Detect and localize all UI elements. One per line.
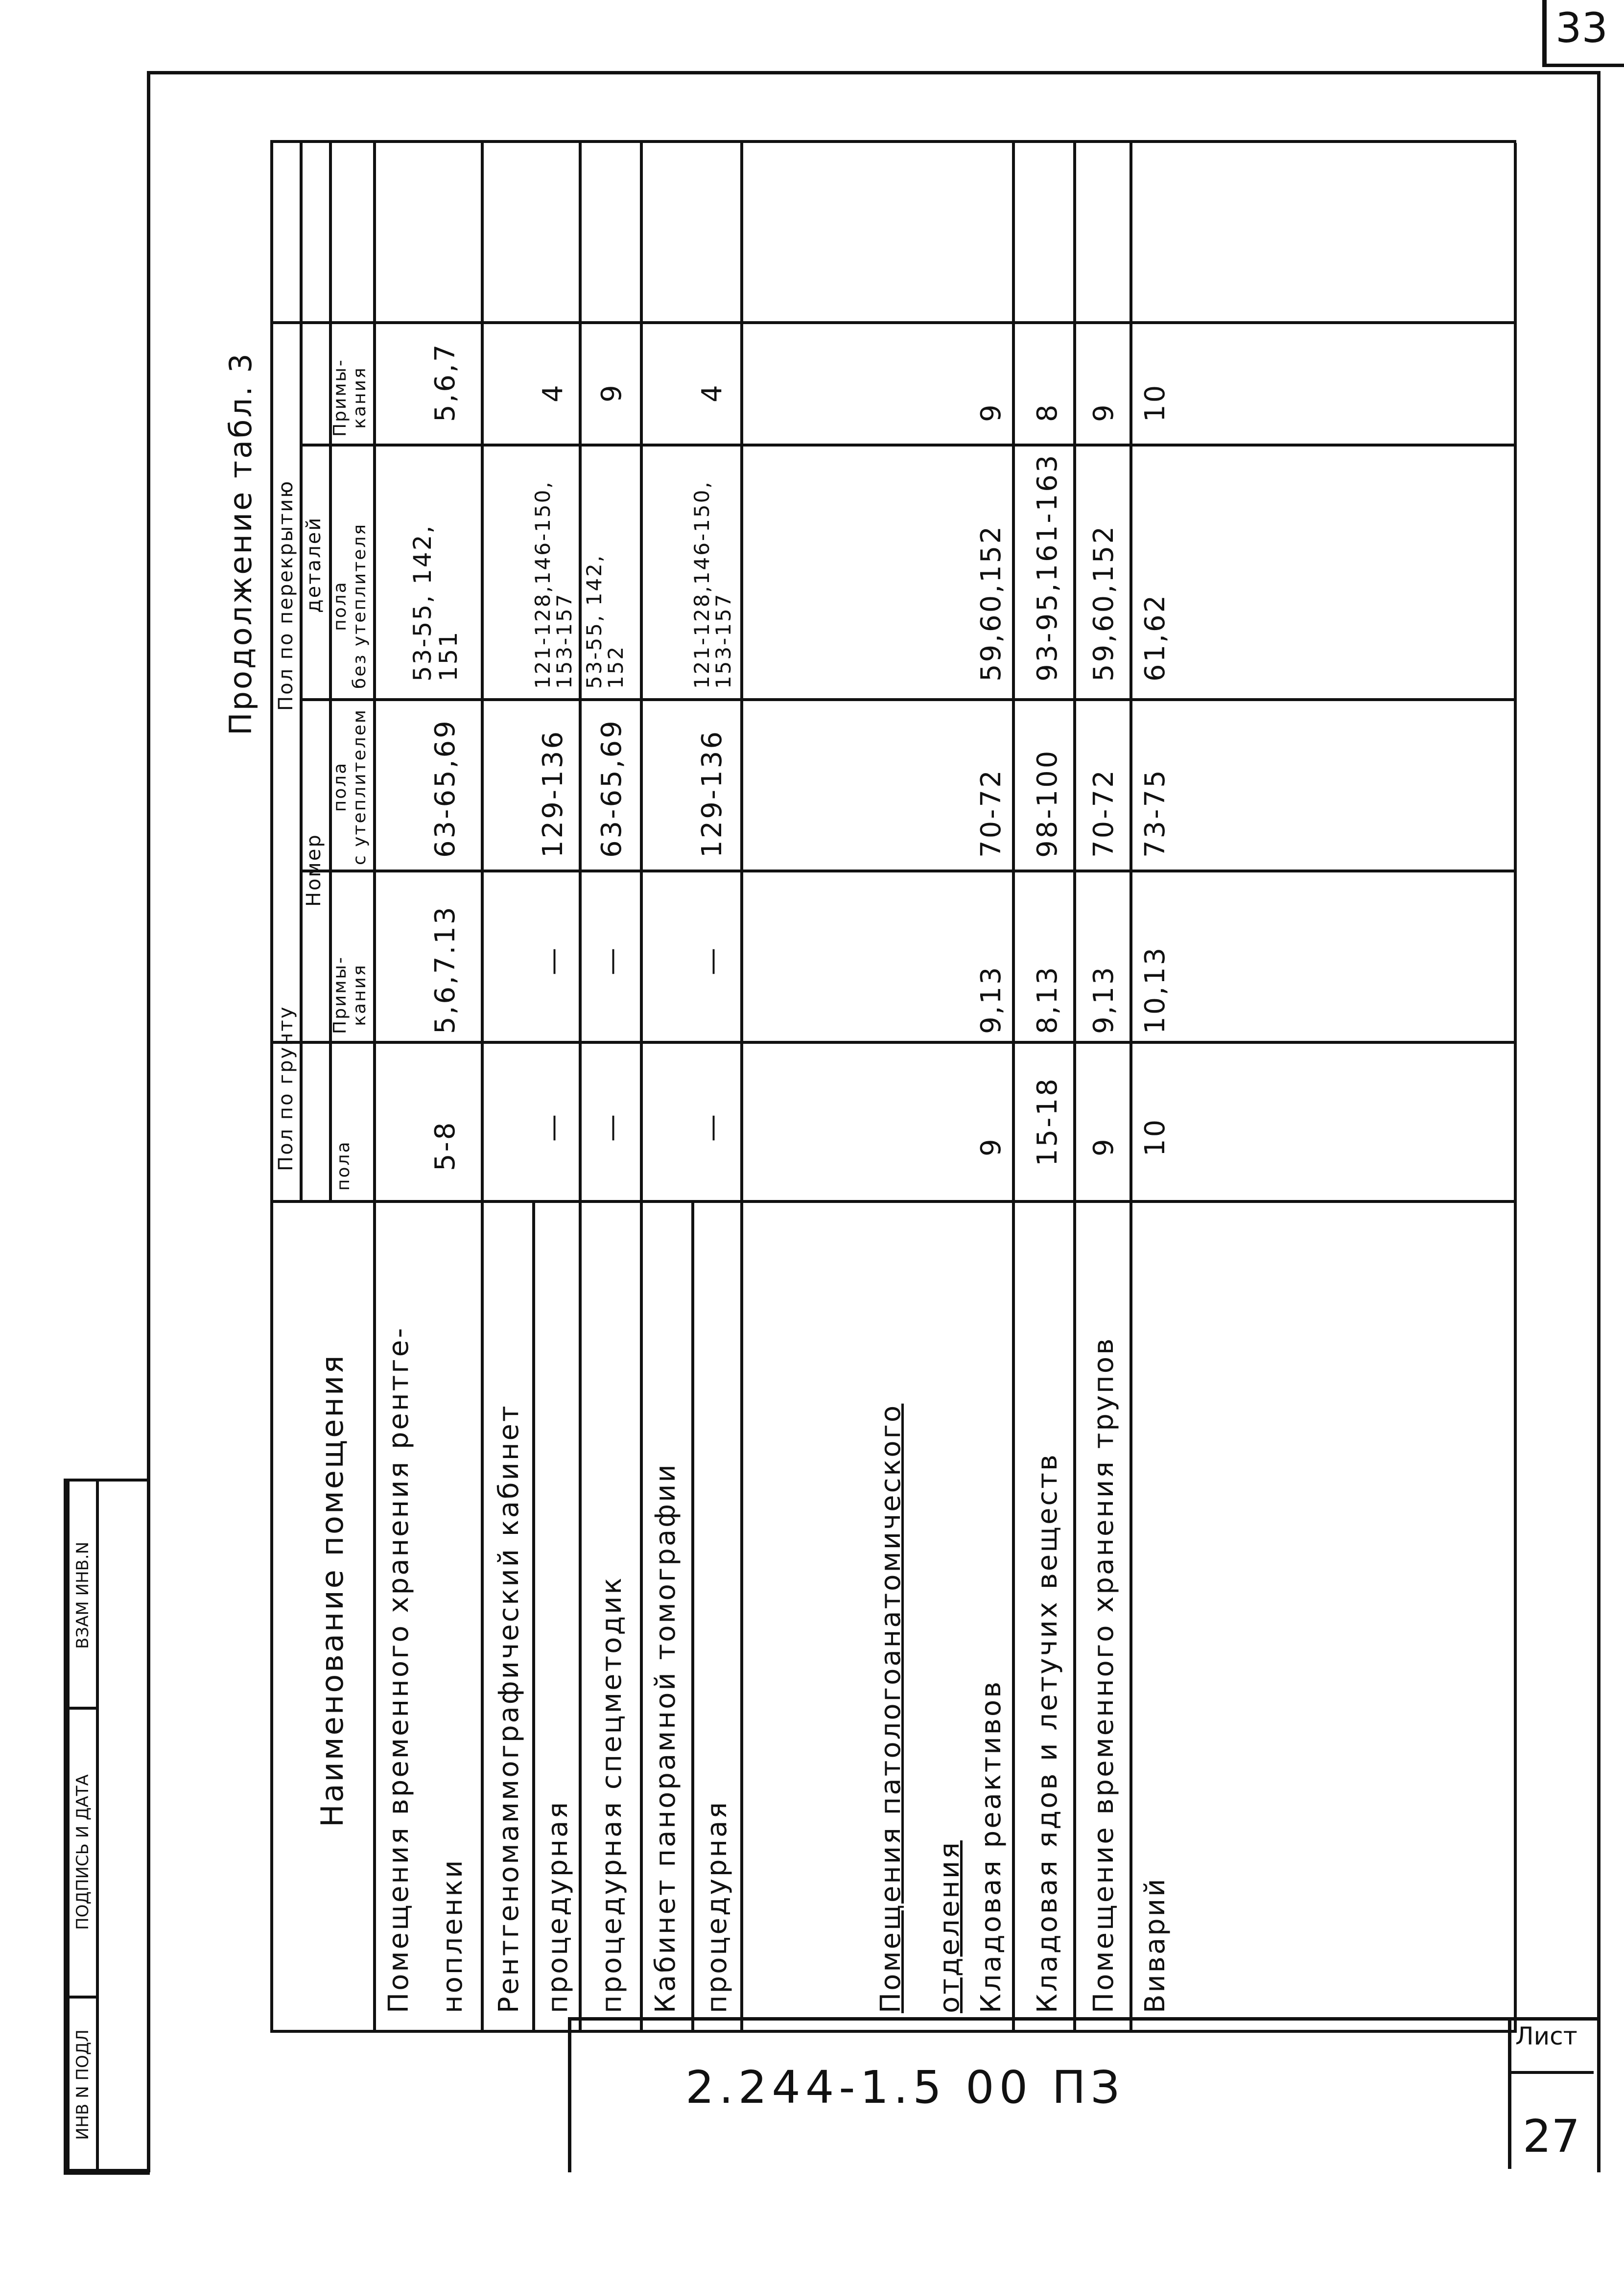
row-2-notes1: —	[537, 946, 569, 975]
sheet-label: Лист	[1515, 2022, 1577, 2050]
row-8-noinsul: 93-95,161-163	[1032, 453, 1063, 682]
row-2-name: процедурная	[542, 1800, 574, 2013]
row-9-notes2: 9	[1088, 402, 1120, 422]
header-number: Номер	[303, 833, 325, 907]
row-sep	[740, 143, 743, 2033]
row-1-name: Рентгеномаммографический кабинет	[493, 1404, 525, 2013]
rotated-table	[219, 74, 1590, 2033]
row-7-notes2: 9	[975, 402, 1007, 422]
row-7-insul: 70-72	[975, 768, 1007, 858]
row-sep	[532, 1203, 535, 2033]
row-3-name: процедурная спецметодик	[596, 1576, 628, 2013]
header-overlap: Пол по перекрытию	[275, 479, 297, 711]
continuation-title: Продолжение табл. 3	[223, 352, 259, 735]
row-0-floor: 5-8	[429, 1120, 461, 1171]
header-notes1: Примы- кания	[330, 956, 370, 1034]
row-9-insul: 70-72	[1088, 768, 1120, 858]
header-floor-noinsul: пола без утеплителя	[330, 522, 370, 689]
row-8-insul: 98-100	[1032, 749, 1063, 858]
row-7-noinsul: 59,60,152	[975, 524, 1007, 682]
hdr-line-1	[300, 143, 303, 1203]
row-10-notes1: 10,13	[1139, 945, 1171, 1034]
col-sep-floor	[270, 1041, 1516, 1044]
header-ground: Пол по грунту	[275, 1005, 297, 1171]
table-stage	[150, 74, 1597, 2172]
row-8-notes1: 8,13	[1032, 965, 1063, 1034]
row-5-notes1: —	[696, 946, 728, 975]
row-10-noinsul: 61,62	[1139, 593, 1171, 682]
left-margin-stamp	[64, 1479, 150, 2175]
row-5-notes2: 4	[696, 383, 728, 402]
row-3-notes1: —	[596, 946, 628, 975]
row-8-floor: 15-18	[1032, 1077, 1063, 1166]
row-10-notes2: 10	[1139, 383, 1171, 422]
row-sep	[579, 143, 582, 2033]
stamp-signature-date: ПОДПИСЬ И ДАТА	[73, 1774, 93, 1930]
row-6-name2: отделения	[934, 1840, 965, 2013]
row-9-name: Помещение временного хранения трупов	[1088, 1337, 1120, 2013]
row-0-insul: 63-65,69	[429, 719, 461, 858]
row-9-notes1: 9,13	[1088, 965, 1120, 1034]
row-7-name: Кладовая реактивов	[975, 1679, 1007, 2013]
row-6-name: Помещения патологоанатомического	[875, 1403, 907, 2013]
corner-page-number	[1542, 0, 1624, 67]
header-floor-insul: пола с утеплителем	[330, 708, 370, 865]
row-2-notes2: 4	[537, 383, 569, 402]
header-floor: пола	[333, 1140, 353, 1191]
row-4-name: Кабинет панорамной томографии	[650, 1462, 682, 2013]
document-code: 2.244-1.5 00 ПЗ	[685, 2061, 1125, 2114]
row-sep	[691, 1203, 694, 2033]
row-8-notes2: 8	[1032, 402, 1063, 422]
row-sep	[1130, 143, 1132, 2033]
corner-page-number-text: 33	[1555, 4, 1608, 52]
row-9-noinsul: 59,60,152	[1088, 524, 1120, 682]
row-2-noinsul: 121-128,146-150, 153-157	[531, 480, 577, 689]
row-10-insul: 73-75	[1139, 768, 1171, 858]
sheet-number: 27	[1523, 2110, 1580, 2163]
sheet-box-divider	[1508, 2071, 1594, 2074]
col-sep-notes2	[270, 321, 1516, 324]
row-5-insul: 129-136	[696, 729, 728, 858]
table-bottom-line	[1514, 143, 1517, 2033]
row-sep	[640, 143, 643, 2033]
header-room-name: Наименование помещения	[314, 1353, 350, 1827]
header-details: деталей	[303, 516, 325, 613]
name-column-separator	[270, 1200, 1516, 1203]
row-9-floor: 9	[1088, 1137, 1120, 1156]
row-5-floor: —	[696, 1112, 728, 1142]
row-7-floor: 9	[975, 1137, 1007, 1156]
row-5-noinsul: 121-128,146-150, 153-157	[690, 480, 736, 689]
stamp-vzam-inv: ВЗАМ ИНВ.N	[73, 1541, 93, 1649]
row-2-floor: —	[537, 1112, 569, 1142]
row-8-name: Кладовая ядов и летучих веществ	[1032, 1453, 1063, 2013]
row-sep	[1073, 143, 1076, 2033]
row-sep	[1012, 143, 1015, 2033]
row-0-name: Помещения временного хранения рентге-	[383, 1326, 415, 2013]
table-top-line	[270, 143, 273, 2033]
table-right-line	[270, 140, 1516, 143]
row-0-name2: нопленки	[437, 1858, 469, 2013]
row-5-name: процедурная	[701, 1800, 733, 2013]
stamp-inv-podl: ИНВ N ПОДЛ	[73, 2029, 93, 2141]
row-3-noinsul: 53-55, 142, 152	[582, 554, 628, 689]
hdr-bottom-line	[373, 143, 376, 2033]
row-10-name: Виварий	[1139, 1877, 1171, 2013]
row-0-notes2: 5,6,7	[429, 342, 461, 422]
row-3-floor: —	[596, 1112, 628, 1142]
row-2-insul: 129-136	[537, 729, 569, 858]
row-7-notes1: 9,13	[975, 965, 1007, 1034]
row-0-noinsul: 53-55, 142, 151	[408, 524, 463, 682]
row-10-floor: 10	[1139, 1117, 1171, 1156]
row-3-insul: 63-65,69	[596, 719, 628, 858]
row-3-notes2: 9	[596, 383, 628, 402]
row-sep	[481, 143, 484, 2033]
header-notes2: Примы- кания	[330, 358, 370, 437]
row-0-notes1: 5,6,7.13	[429, 905, 461, 1034]
drawing-frame	[147, 71, 1600, 2172]
